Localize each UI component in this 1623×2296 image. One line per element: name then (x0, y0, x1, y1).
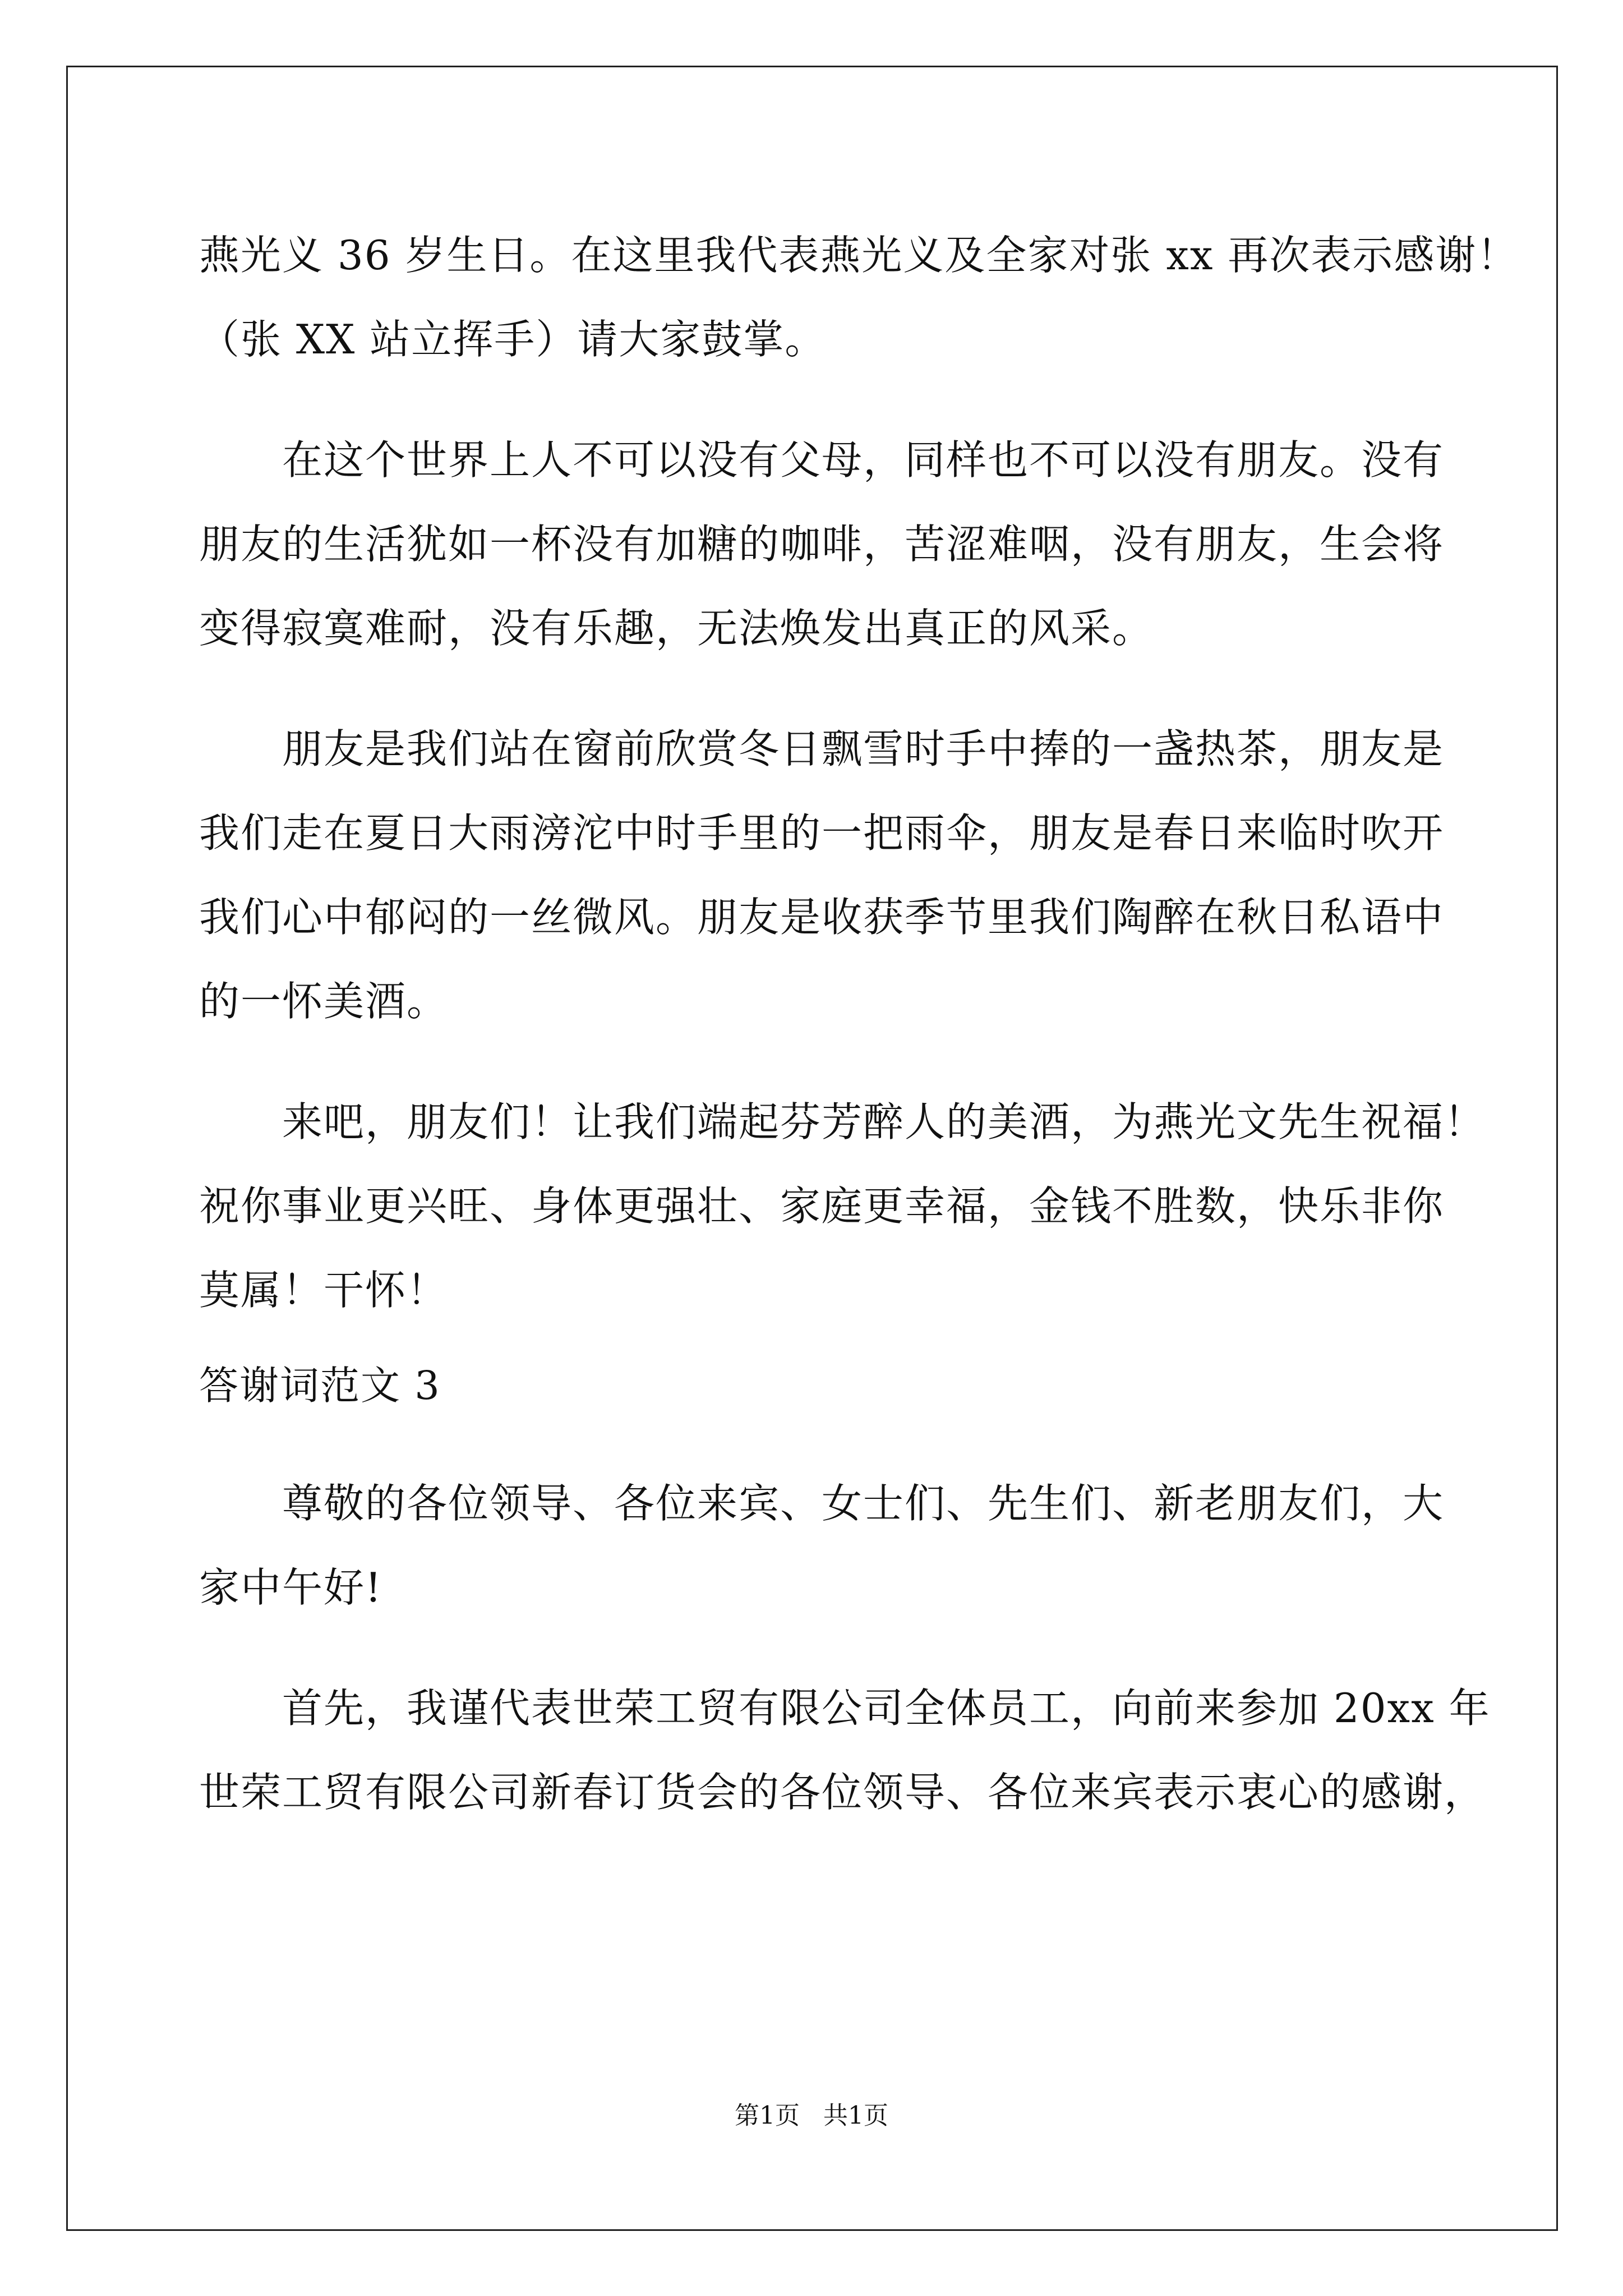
page-footer (0, 2099, 1623, 2133)
text-line: 莫属！干怀！ (199, 1267, 449, 1314)
text-line: 燕光义 36 岁生日。在这里我代表燕光义及全家对张 xx 再次表示感谢！ (199, 232, 1519, 279)
text-line: 家中午好! (199, 1564, 382, 1611)
paragraph-line: 在这个世界上人不可以没有父母，同样也不可以没有朋友。没有 (282, 436, 1445, 484)
paragraph-line: 首先，我谨代表世荣工贸有限公司全体员工，向前来参加 20xx 年 (282, 1685, 1491, 1732)
text-line: 朋友的生活犹如一杯没有加糖的咖啡，苦涩难咽，没有朋友，生会将 (199, 521, 1445, 568)
text-line: 我们走在夏日大雨滂沱中时手里的一把雨伞，朋友是春日来临时吹开 (199, 809, 1445, 857)
paragraph-line: 尊敬的各位领导、各位来宾、女士们、先生们、新老朋友们，大 (282, 1480, 1445, 1527)
page-number: 第1页 (735, 2101, 800, 2130)
text-line: 的一怀美酒。 (199, 978, 449, 1025)
section-heading: 答谢词范文 3 (199, 1363, 441, 1409)
page-total: 共1页 (823, 2101, 888, 2130)
paragraph-line: 朋友是我们站在窗前欣赏冬日飘雪时手中捧的一盏热茶，朋友是 (282, 725, 1445, 772)
text-line: 世荣工贸有限公司新春订货会的各位领导、各位来宾表示衷心的感谢， (199, 1769, 1486, 1816)
text-line: 祝你事业更兴旺、身体更强壮、家庭更幸福，金钱不胜数，快乐非你 (199, 1182, 1445, 1230)
text-line: （张 XX 站立挥手）请大家鼓掌。 (199, 316, 827, 363)
text-line: 变得寂寞难耐，没有乐趣，无法焕发出真正的风采。 (199, 605, 1154, 652)
paragraph-line: 来吧，朋友们！让我们端起芬芳醉人的美酒，为燕光文先生祝福！ (282, 1098, 1486, 1145)
text-line: 我们心中郁闷的一丝微风。朋友是收获季节里我们陶醉在秋日私语中 (199, 894, 1445, 941)
